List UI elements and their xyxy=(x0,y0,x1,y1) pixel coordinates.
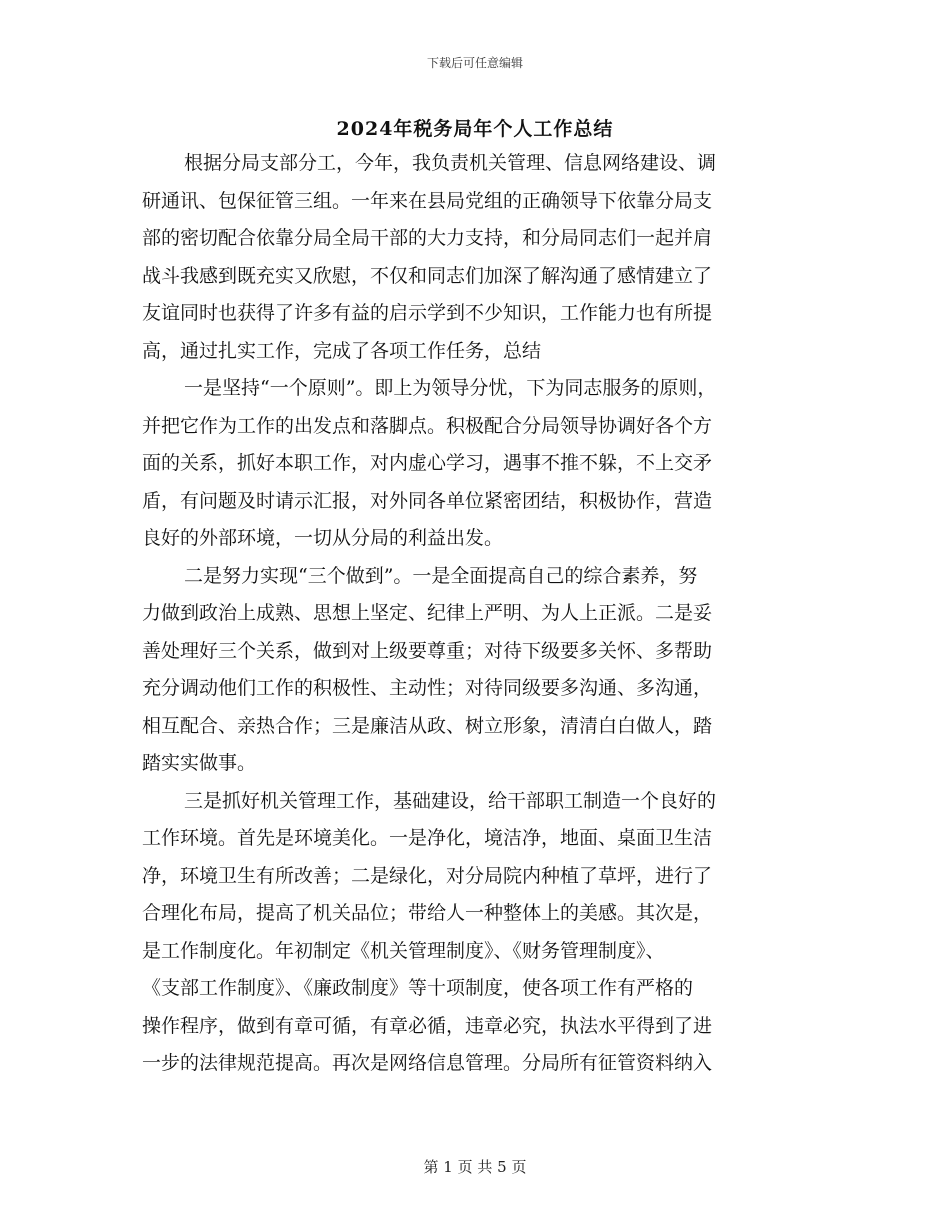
text-line: 一是坚持“一个原则”。即上为领导分忧，下为同志服务的原则， xyxy=(184,377,717,399)
text-line: 友谊同时也获得了许多有益的启示学到不少知识，工作能力也有所提 xyxy=(142,302,713,324)
text-line: 充分调动他们工作的积极性、主动性；对待同级要多沟通、多沟通， xyxy=(142,677,713,699)
text-line: 善处理好三个关系，做到对上级要尊重；对待下级要多关怀、多帮助 xyxy=(142,639,713,662)
text-line: 力做到政治上成熟、思想上坚定、纪律上严明、为人上正派。二是妥 xyxy=(142,602,713,624)
paragraph-4 xyxy=(142,783,808,1083)
text-line: 二是努力实现“三个做到”。一是全面提高自己的综合素养，努 xyxy=(184,564,698,587)
text-line: 盾，有问题及时请示汇报，对外同各单位紧密团结，积极协作，营造 xyxy=(142,489,713,512)
paragraph-3 xyxy=(142,558,808,783)
text-line: 工作环境。首先是环境美化。一是净化，境洁净，地面、桌面卫生洁 xyxy=(142,827,713,849)
paragraph-2 xyxy=(142,370,808,558)
text-line: 三是抓好机关管理工作，基础建设，给干部职工制造一个良好的 xyxy=(184,789,717,812)
page-number: 第 1 页 共 5 页 xyxy=(423,1158,527,1176)
text-line: 《支部工作制度》、《廉政制度》等十项制度，使各项工作有严格的 xyxy=(142,977,694,999)
text-line: 操作程序，做到有章可循，有章必循，违章必究，执法水平得到了进 xyxy=(142,1014,713,1037)
text-line: 部的密切配合依靠分局全局干部的大力支持，和分局同志们一起并肩 xyxy=(142,227,713,249)
document-title: 2024年税务局年个人工作总结 xyxy=(336,118,614,140)
text-line: 合理化布局，提高了机关品位；带给人一种整体上的美感。其次是， xyxy=(142,902,713,924)
paragraph-1 xyxy=(142,145,808,370)
text-line: 良好的外部环境，一切从分局的利益出发。 xyxy=(142,527,504,549)
text-line: 并把它作为工作的出发点和落脚点。积极配合分局领导协调好各个方 xyxy=(142,414,713,437)
text-line: 根据分局支部分工，今年，我负责机关管理、信息网络建设、调 xyxy=(184,152,717,174)
page-header: 下载后可任意编辑 xyxy=(426,56,523,70)
document-body xyxy=(142,145,808,1083)
text-line: 踏实实做事。 xyxy=(142,752,257,774)
text-line: 战斗我感到既充实又欣慰，不仅和同志们加深了解沟通了感情建立了 xyxy=(142,264,713,287)
text-line: 研通讯、包保征管三组。一年来在县局党组的正确领导下依靠分局支 xyxy=(142,189,713,212)
text-line: 面的关系，抓好本职工作，对内虚心学习，遇事不推不躲，不上交矛 xyxy=(142,452,713,474)
text-line: 高，通过扎实工作，完成了各项工作任务，总结 xyxy=(142,339,542,362)
text-line: 是工作制度化。年初制定《机关管理制度》、《财务管理制度》、 xyxy=(142,939,665,962)
text-line: 一步的法律规范提高。再次是网络信息管理。分局所有征管资料纳入 xyxy=(142,1052,713,1074)
text-line: 净，环境卫生有所改善；二是绿化，对分局院内种植了草坪，进行了 xyxy=(142,864,713,887)
text-line: 相互配合、亲热合作；三是廉洁从政、树立形象，清清白白做人，踏 xyxy=(142,714,713,737)
